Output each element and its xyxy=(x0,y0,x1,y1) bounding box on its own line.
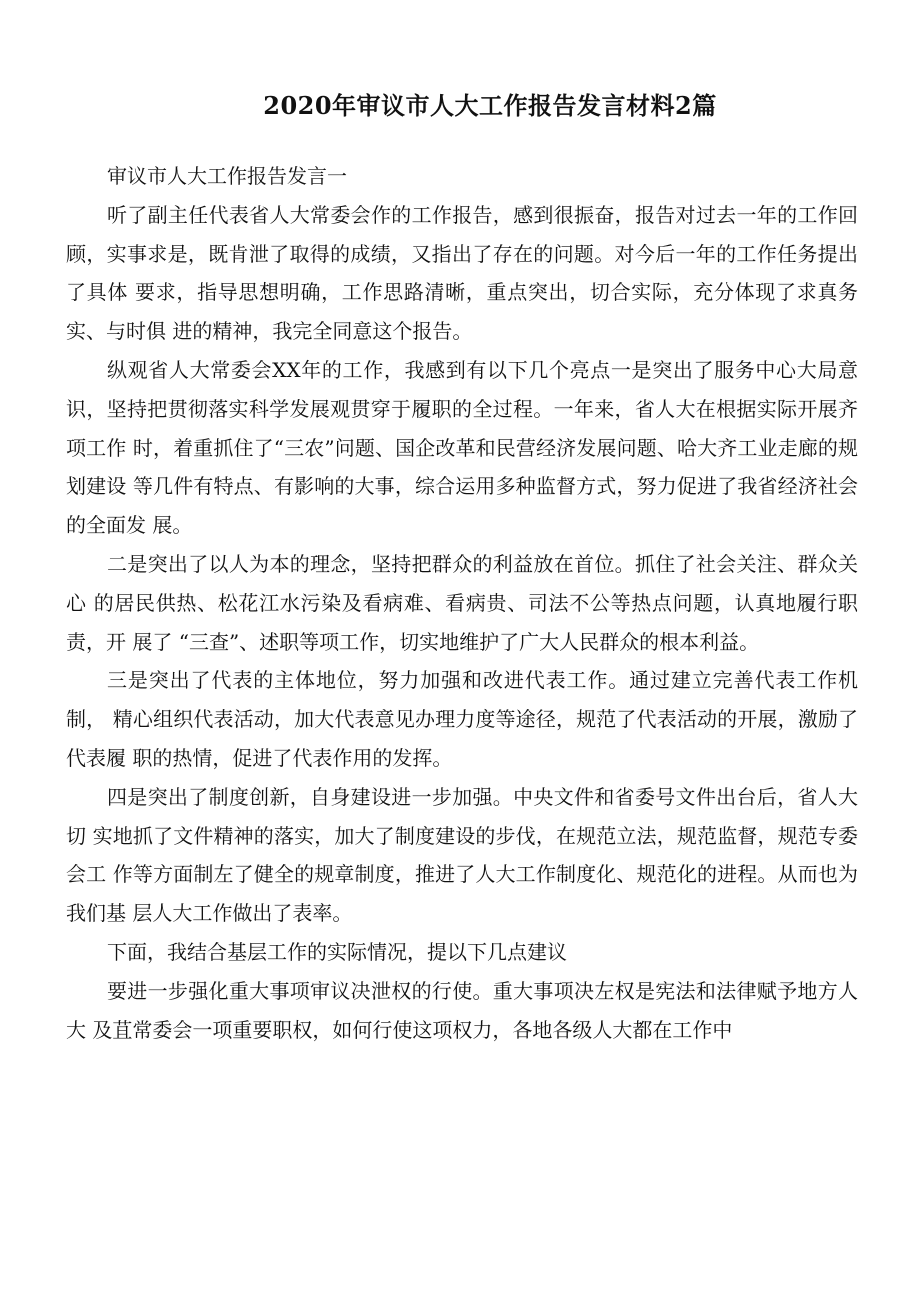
document-body xyxy=(66,157,858,1049)
paragraph-5: 四是突出了制度创新，自身建设进一步加强。中央文件和省委号文件出台后，省人大切 实地抓了文件精神的落实，加大了制度建设的步伐，在规范立法，规范监督，规范专委会工 作等方面制左了健全的规章制度，推进了人大工作制度化、规范化的进程。从而也为我们基 层人大工作做出了表率。 xyxy=(66,784,858,926)
paragraph-6: 下面，我结合基层工作的实际情况，提以下几点建议 xyxy=(107,939,567,964)
paragraph-1: 听了副主任代表省人大常委会作的工作报告，感到很振奋，报告对过去一年的工作回顾，实事求是，既肯泄了取得的成绩，又指出了存在的问题。对今后一年的工作任务提出了具体 要求，指导思想明确，工作思路清晰，重点突出，切合实际，充分体现了求真务实、与时俱 进的精神，我完全同意这个报告。 xyxy=(66,202,858,344)
paragraph-2: 纵观省人大常委会XX年的工作，我感到有以下几个亮点一是突出了服务中心大局意识，坚持把贯彻落实科学发展观贯穿于履职的全过程。一年来，省人大在根据实际开展齐项工作 时，着重抓住了“三农”问题、国企改革和民营经济发展问题、哈大齐工业走廊的规划建设 等几件有特点、有影响的大事，综合运用多种监督方式，努力促进了我省经济社会的全面发 展。 xyxy=(66,357,858,538)
paragraph-4: 三是突出了代表的主体地位，努力加强和改进代表工作。通过建立完善代表工作机制， 精心组织代表活动，加大代表意见办理力度等途径，规范了代表活动的开展，激励了代表履 职的热情，促进了代表作用的发挥。 xyxy=(66,668,858,770)
section-heading: 审议市人大工作报告发言一 xyxy=(107,164,347,188)
document-title: 2020年审议市人大工作报告发言材料2篇 xyxy=(263,91,717,120)
paragraph-7: 要进一步强化重大事项审议决泄权的行使。重大事项决左权是宪法和法律赋予地方人大 及苴常委会一项重要职权，如何行使这项权力，各地各级人大都在工作中 xyxy=(66,978,858,1042)
paragraph-3: 二是突出了以人为本的理念，坚持把群众的利益放在首位。抓住了社会关注、群众关心 的居民供热、松花江水污染及看病难、看病贵、司法不公等热点问题，认真地履行职责，开 展了 “三查”、述职等项工作，切实地维护了广大人民群众的根本利益。 xyxy=(66,551,858,654)
